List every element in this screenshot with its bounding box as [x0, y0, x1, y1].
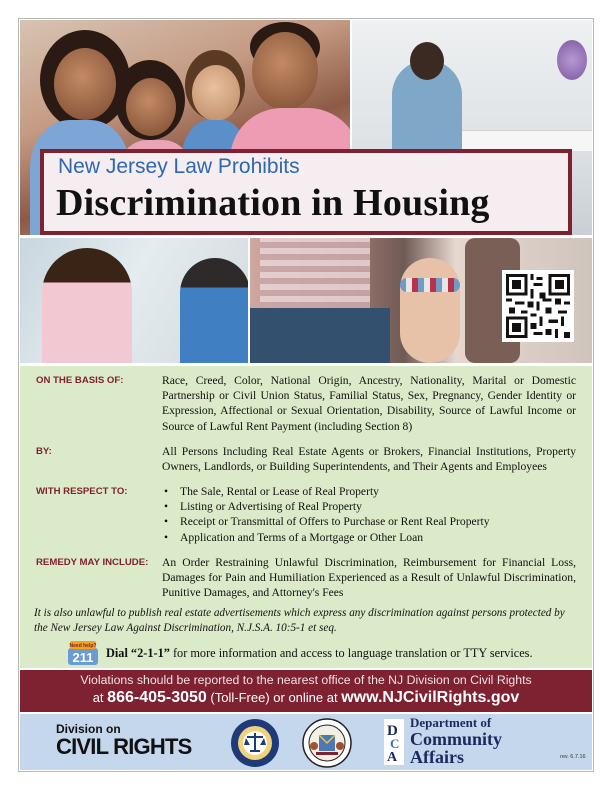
- attorney-general-seal-icon: [230, 718, 280, 768]
- website-link[interactable]: www.NJCivilRights.gov: [341, 689, 520, 706]
- list-item: • Listing or Advertising of Real Property: [162, 499, 576, 514]
- report-bar: [20, 670, 592, 712]
- section-text: An Order Restraining Unlawful Discrimination, Reimbursement for Financial Loss, Damages for Pain and Humiliation Experienced as a Result of Unlawful Discrimination, Punitive Damages, and Attorney's Fees: [162, 556, 576, 600]
- dcr-top-text: Division on: [56, 722, 121, 736]
- title-subtitle: New Jersey Law Prohibits: [58, 155, 300, 178]
- dca-line1: Department of: [410, 715, 492, 730]
- report-contact: [20, 689, 592, 707]
- advertising-notice: It is also unlawful to publish real estate advertisements which express any discrimination against persons protected by the New Jersey Law Against Discrimination, N.J.S.A. 10:5-1 et seq.: [34, 607, 565, 634]
- online-label: or online at: [269, 690, 342, 705]
- svg-text:C: C: [390, 736, 400, 751]
- dca-line2: Community: [410, 729, 503, 749]
- section-label: ON THE BASIS OF:: [36, 375, 124, 386]
- report-line: Violations should be reported to the nearest office of the NJ Division on Civil Rights: [80, 673, 532, 687]
- report-at: at: [92, 690, 108, 705]
- tollfree-label: (Toll-Free): [206, 690, 270, 705]
- pregnant-woman-doctor-photo: [20, 238, 248, 363]
- section-label: WITH RESPECT TO:: [36, 486, 128, 497]
- section-list: [162, 484, 576, 545]
- title-banner: [44, 153, 568, 231]
- revision-note: rev. 6.7.16: [560, 754, 586, 760]
- dca-emblem-icon: [384, 719, 404, 765]
- 211-badge-number: 211: [72, 650, 94, 665]
- section-text: Race, Creed, Color, National Origin, Ancestry, Nationality, Marital or Domestic Partnership or Civil Union Status, Familial Status, Sex, Pregnancy, Gender Identity or Expression, Affectional or Sexual Orientation, Disability, Source of Lawful Income or Source of Lawful Rent Payment (including Section 8): [162, 374, 576, 433]
- 211-phone-icon: [68, 641, 98, 665]
- info-panel: [20, 366, 592, 668]
- list-item: • The Sale, Rental or Lease of Real Property: [162, 484, 576, 499]
- section-label: BY:: [36, 446, 52, 457]
- dca-line3: Affairs: [410, 747, 464, 767]
- dcr-main-text: CIVIL RIGHTS: [56, 734, 192, 759]
- svg-text:D: D: [387, 723, 398, 739]
- phone-number[interactable]: 866-405-3050: [107, 689, 207, 706]
- dial-number: Dial “2-1-1”: [106, 646, 170, 660]
- section-text: All Persons Including Real Estate Agents or Brokers, Financial Institutions, Property Owners, Landlords, or Building Superintendents, and Their Agents and Employees: [162, 445, 576, 474]
- dial-rest: for more information and access to language translation or TTY services.: [169, 646, 533, 660]
- list-item: • Application and Terms of a Mortgage or Other Loan: [162, 530, 576, 545]
- division-civil-rights-logo: [56, 722, 226, 758]
- logo-bar: [20, 714, 592, 770]
- page-title: Discrimination in Housing: [56, 182, 490, 224]
- state-of-new-jersey-seal-icon: [302, 718, 352, 768]
- list-item: • Receipt or Transmittal of Offers to Purchase or Rent Real Property: [162, 514, 576, 529]
- 211-badge-top: Need help?: [69, 643, 97, 649]
- qr-code-icon[interactable]: [502, 270, 574, 342]
- section-label: REMEDY MAY INCLUDE:: [36, 557, 149, 568]
- community-affairs-logo: [410, 716, 502, 766]
- svg-text:A: A: [387, 750, 398, 765]
- dial-211-text: [106, 646, 533, 661]
